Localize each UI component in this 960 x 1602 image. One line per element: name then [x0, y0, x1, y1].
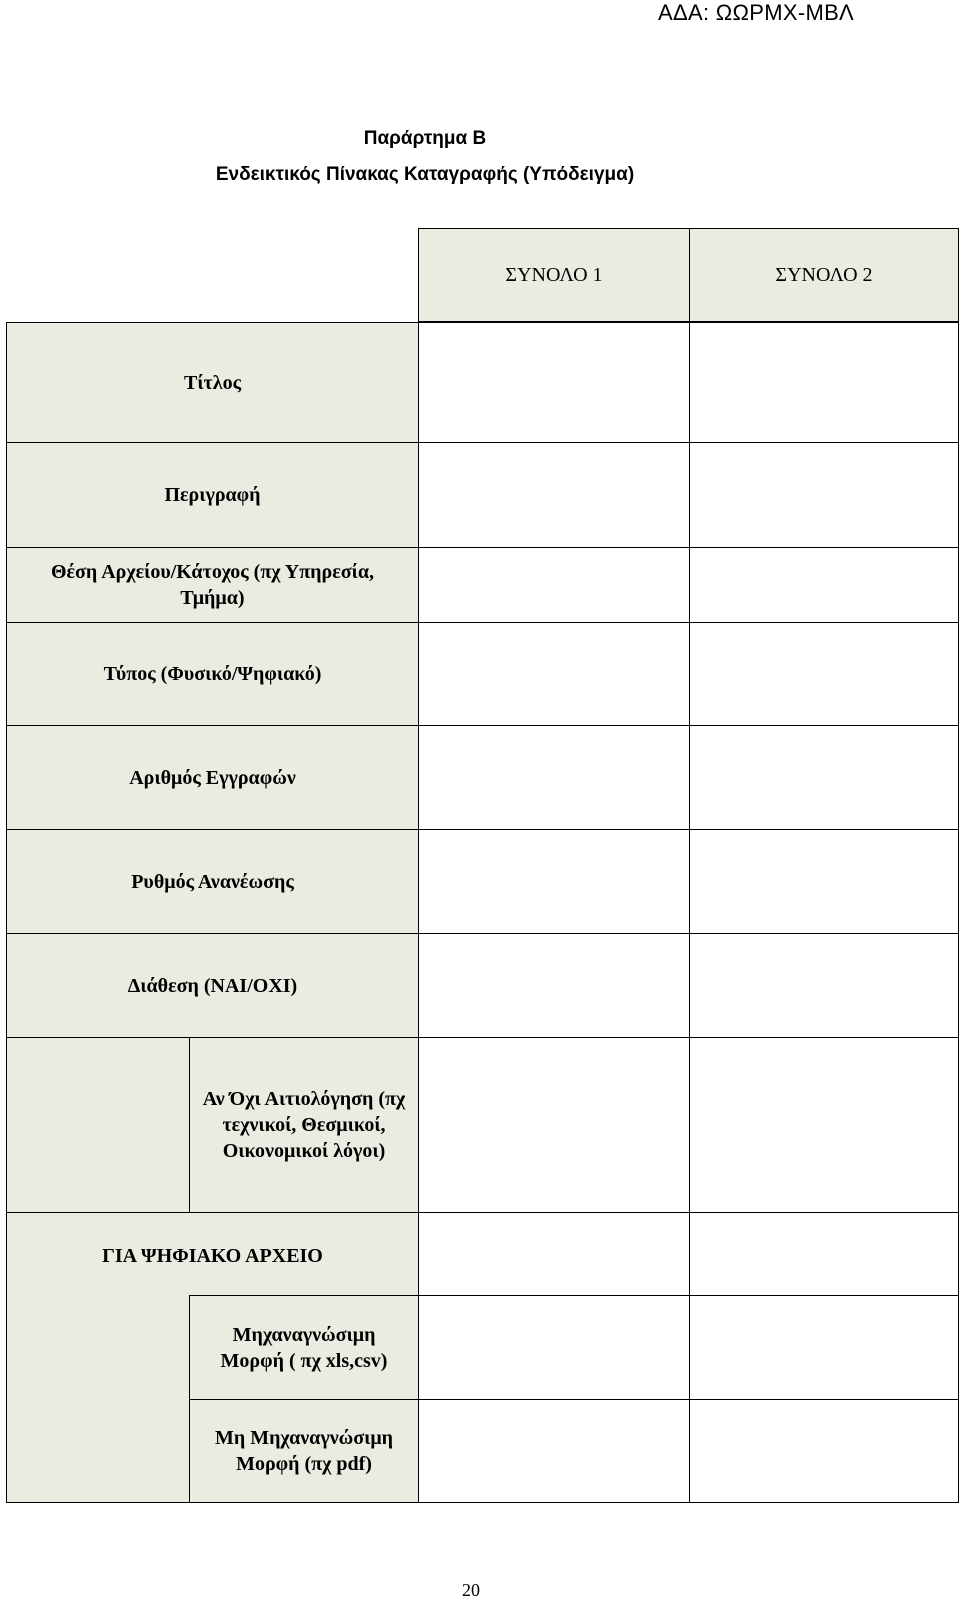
row-indent-justification	[6, 1037, 190, 1213]
cell-records-set2[interactable]	[689, 725, 959, 830]
cell-type-set2[interactable]	[689, 622, 959, 726]
table-title: Ενδεικτικός Πίνακας Καταγραφής (Υπόδειγμα)	[215, 164, 635, 185]
row-label-records-text: Αριθμός Εγγραφών	[129, 766, 296, 789]
page-number: 20	[462, 1580, 480, 1600]
row-label-location-text: Θέση Αρχείου/Κάτοχος (πχ Υπηρεσία, Τμήμα)	[50, 561, 375, 609]
row-label-non-machine-readable	[189, 1399, 419, 1503]
cell-title-set1[interactable]	[418, 322, 690, 443]
column-header-2	[689, 228, 959, 322]
cell-digital-set1[interactable]	[418, 1212, 690, 1296]
row-label-digital-text: ΓΙΑ ΨΗΦΙΑΚΟ ΑΡΧΕΙΟ	[102, 1245, 323, 1267]
row-label-non-machine-readable-text: Μη Μηχαναγνώσιμη Μορφή (πχ pdf)	[214, 1427, 394, 1475]
row-label-availability	[6, 933, 419, 1038]
column-header-1	[418, 228, 690, 322]
cell-non-machine-readable-set1[interactable]	[418, 1399, 690, 1503]
row-label-machine-readable	[189, 1295, 419, 1400]
row-label-machine-readable-text: Μηχαναγνώσιμη Μορφή ( πχ xls,csv)	[220, 1323, 388, 1372]
cell-machine-readable-set1[interactable]	[418, 1295, 690, 1400]
row-label-justification	[189, 1037, 419, 1213]
appendix-title: Παράρτημα Β	[363, 128, 487, 149]
cell-justification-set2[interactable]	[689, 1037, 959, 1213]
cell-description-set1[interactable]	[418, 442, 690, 548]
row-label-digital	[6, 1212, 419, 1296]
row-label-title	[6, 322, 419, 443]
ada-code: ΑΔΑ: ΩΩΡΜΧ-ΜΒΛ	[658, 0, 855, 25]
cell-digital-set2[interactable]	[689, 1212, 959, 1296]
row-label-location	[6, 547, 419, 623]
row-label-availability-text: Διάθεση (ΝΑΙ/ΟΧΙ)	[127, 974, 298, 997]
cell-availability-set1[interactable]	[418, 933, 690, 1038]
cell-type-set1[interactable]	[418, 622, 690, 726]
column-header-2-label: ΣΥΝΟΛΟ 2	[775, 264, 873, 286]
cell-title-set2[interactable]	[689, 322, 959, 443]
row-label-records	[6, 725, 419, 830]
cell-location-set2[interactable]	[689, 547, 959, 623]
cell-location-set1[interactable]	[418, 547, 690, 623]
column-header-1-label: ΣΥΝΟΛΟ 1	[505, 264, 603, 286]
cell-refresh-set1[interactable]	[418, 829, 690, 934]
cell-refresh-set2[interactable]	[689, 829, 959, 934]
row-label-refresh-text: Ρυθμός Ανανέωσης	[131, 870, 294, 893]
row-label-title-text: Τίτλος	[183, 371, 242, 394]
cell-non-machine-readable-set2[interactable]	[689, 1399, 959, 1503]
cell-availability-set2[interactable]	[689, 933, 959, 1038]
row-label-refresh	[6, 829, 419, 934]
row-label-justification-text: Αν Όχι Αιτιολόγηση (πχ τεχνικοί, Θεσμικοί, Οικονομικοί λόγοι)	[202, 1088, 406, 1162]
cell-justification-set1[interactable]	[418, 1037, 690, 1213]
cell-description-set2[interactable]	[689, 442, 959, 548]
row-label-type	[6, 622, 419, 726]
row-label-description-text: Περιγραφή	[164, 484, 261, 506]
cell-machine-readable-set2[interactable]	[689, 1295, 959, 1400]
row-indent-digital	[6, 1295, 190, 1503]
cell-records-set1[interactable]	[418, 725, 690, 830]
row-label-type-text: Τύπος (Φυσικό/Ψηφιακό)	[103, 663, 322, 685]
row-label-description	[6, 442, 419, 548]
